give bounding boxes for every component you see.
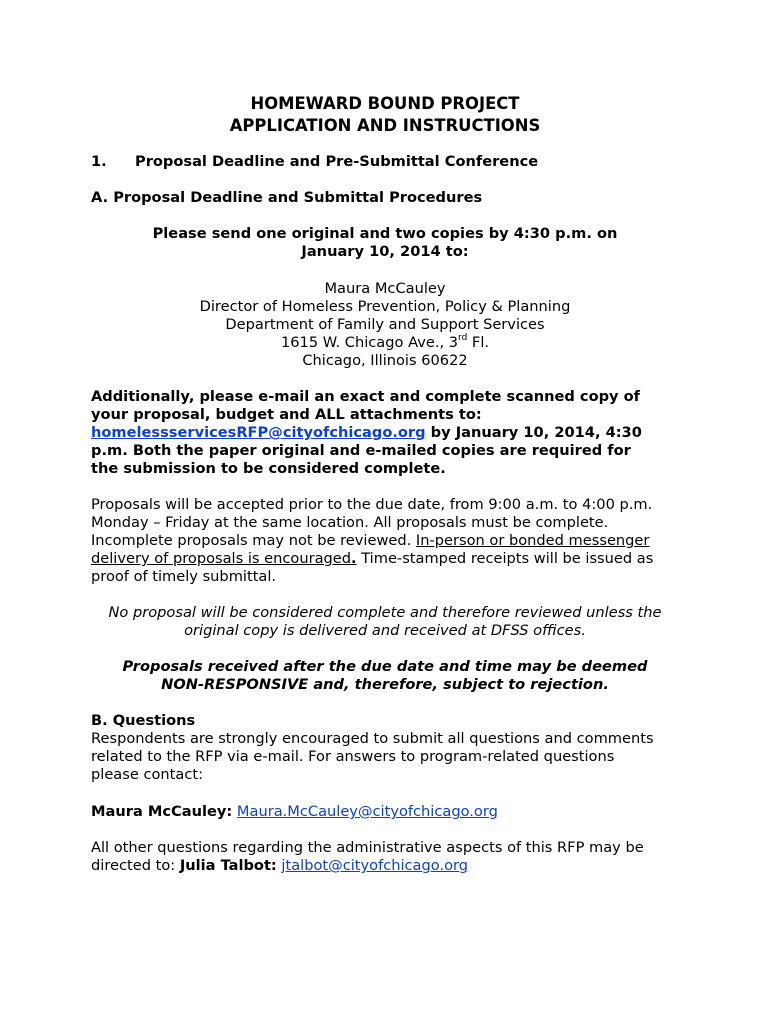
accept-para-line4-text: Time-stamped receipts will be issued as — [356, 550, 654, 567]
accept-para-line3 — [91, 532, 649, 550]
accept-para-line4-period: . — [351, 550, 357, 567]
sectionB-heading: B. Questions — [91, 712, 196, 729]
email-para-line1: Additionally, please e-mail an exact and complete scanned copy of — [91, 388, 641, 405]
address-street-floor: Fl. — [467, 334, 490, 351]
questions-line2: related to the RFP via e-mail. For answers to program-related questions — [91, 748, 615, 765]
contact2-email-link[interactable]: jtalbot@cityofchicago.org — [281, 857, 469, 874]
send-instructions-line1: Please send one original and two copies by 4:30 p.m. on — [152, 225, 618, 242]
accept-para-line3-underlined: In-person or bonded messenger — [415, 532, 650, 549]
address-street-main: 1615 W. Chicago Ave., 3 — [280, 334, 459, 351]
accept-para-line2: Monday – Friday at the same location. All proposals must be complete. — [91, 514, 609, 531]
contact2-name: Julia Talbot: — [179, 857, 277, 874]
address-name: Maura McCauley — [324, 280, 446, 297]
document-title-line2: APPLICATION AND INSTRUCTIONS — [229, 116, 541, 135]
address-department: Department of Family and Support Services — [225, 316, 545, 333]
late-notice-line1: Proposals received after the due date and time may be deemed — [122, 658, 648, 675]
address-street — [0, 334, 770, 352]
email-para-line3 — [91, 424, 642, 442]
document-title-line1: HOMEWARD BOUND PROJECT — [250, 94, 520, 113]
section1-number: 1. — [91, 153, 107, 170]
contact1-name: Maura McCauley: — [91, 803, 233, 820]
late-notice-line2: NON-RESPONSIVE and, therefore, subject to rejection. — [161, 676, 609, 693]
address-position: Director of Homeless Prevention, Policy & Planning — [199, 298, 571, 315]
contact1-email-link[interactable]: Maura.McCauley@cityofchicago.org — [236, 803, 498, 820]
email-para-line5: the submission to be considered complete. — [91, 460, 446, 477]
contact1 — [91, 803, 498, 821]
accept-para-line5: proof of timely submittal. — [91, 568, 277, 585]
other-questions-line2 — [91, 857, 468, 875]
submission-email-link[interactable]: homelessservicesRFP@cityofchicago.org — [91, 424, 426, 441]
section1-heading: Proposal Deadline and Pre-Submittal Conference — [135, 153, 539, 170]
accept-para-line4 — [91, 550, 653, 568]
questions-line1: Respondents are strongly encouraged to submit all questions and comments — [91, 730, 654, 747]
sectionA-heading: A. Proposal Deadline and Submittal Procedures — [91, 189, 483, 206]
email-para-line2: your proposal, budget and ALL attachments to: — [91, 406, 482, 423]
no-proposal-line2: original copy is delivered and received at DFSS offices. — [184, 622, 586, 639]
other-questions-prefix: directed to: — [91, 857, 180, 874]
address-street-superscript: rd — [458, 333, 468, 344]
send-instructions-line2: January 10, 2014 to: — [301, 243, 469, 260]
no-proposal-line1: No proposal will be considered complete and therefore reviewed unless the — [108, 604, 662, 621]
accept-para-line4-underlined: delivery of proposals is encouraged — [91, 550, 352, 567]
questions-line3: please contact: — [91, 766, 203, 783]
accept-para-line3-text: Incomplete proposals may not be reviewed. — [91, 532, 416, 549]
other-questions-line1: All other questions regarding the administrative aspects of this RFP may be — [91, 839, 644, 856]
accept-para-line1: Proposals will be accepted prior to the due date, from 9:00 a.m. to 4:00 p.m. — [91, 496, 653, 513]
address-city: Chicago, Illinois 60622 — [302, 352, 468, 369]
email-para-deadline: by January 10, 2014, 4:30 — [425, 424, 642, 441]
email-para-line4: p.m. Both the paper original and e-mailed copies are required for — [91, 442, 631, 459]
